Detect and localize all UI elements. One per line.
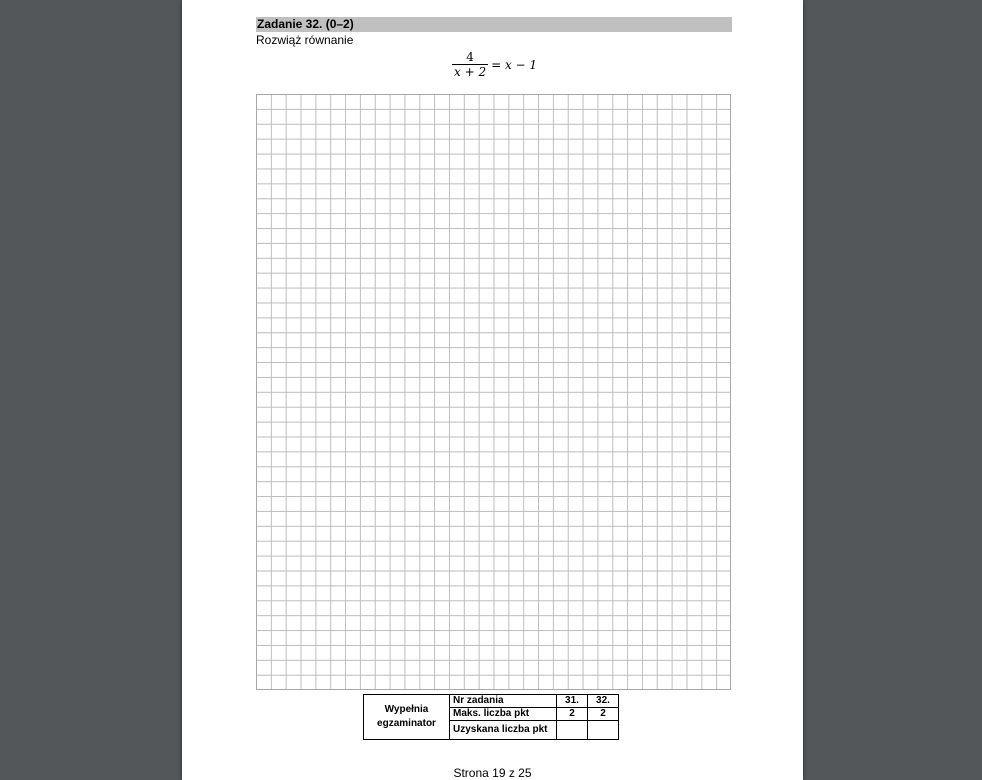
answer-grid[interactable] [256, 94, 731, 690]
equation [452, 48, 537, 82]
fraction [452, 50, 488, 80]
obtained-points-31[interactable] [557, 721, 588, 740]
filled-by-line1: Wypełnia [384, 704, 429, 715]
equation-rhs: = x − 1 [491, 58, 538, 72]
task-no-31: 31. [557, 695, 588, 708]
task-no-label: Nr zadania [450, 695, 557, 708]
filled-by-cell [364, 695, 450, 740]
max-points-label: Maks. liczba pkt [450, 708, 557, 721]
task-header: Zadanie 32. (0–2) [256, 17, 732, 32]
filled-by-line2: egzaminator [377, 718, 436, 729]
score-table [363, 694, 619, 740]
fraction-denominator: x + 2 [454, 65, 487, 79]
obtained-points-32[interactable] [588, 721, 619, 740]
max-points-31: 2 [557, 708, 588, 721]
fraction-numerator: 4 [466, 50, 474, 64]
max-points-32: 2 [588, 708, 619, 721]
obtained-points-label: Uzyskana liczba pkt [450, 721, 557, 740]
task-no-32: 32. [588, 695, 619, 708]
document-page [182, 0, 803, 780]
task-instruction: Rozwiąż równanie [256, 33, 354, 47]
page-number: Strona 19 z 25 [453, 766, 532, 780]
